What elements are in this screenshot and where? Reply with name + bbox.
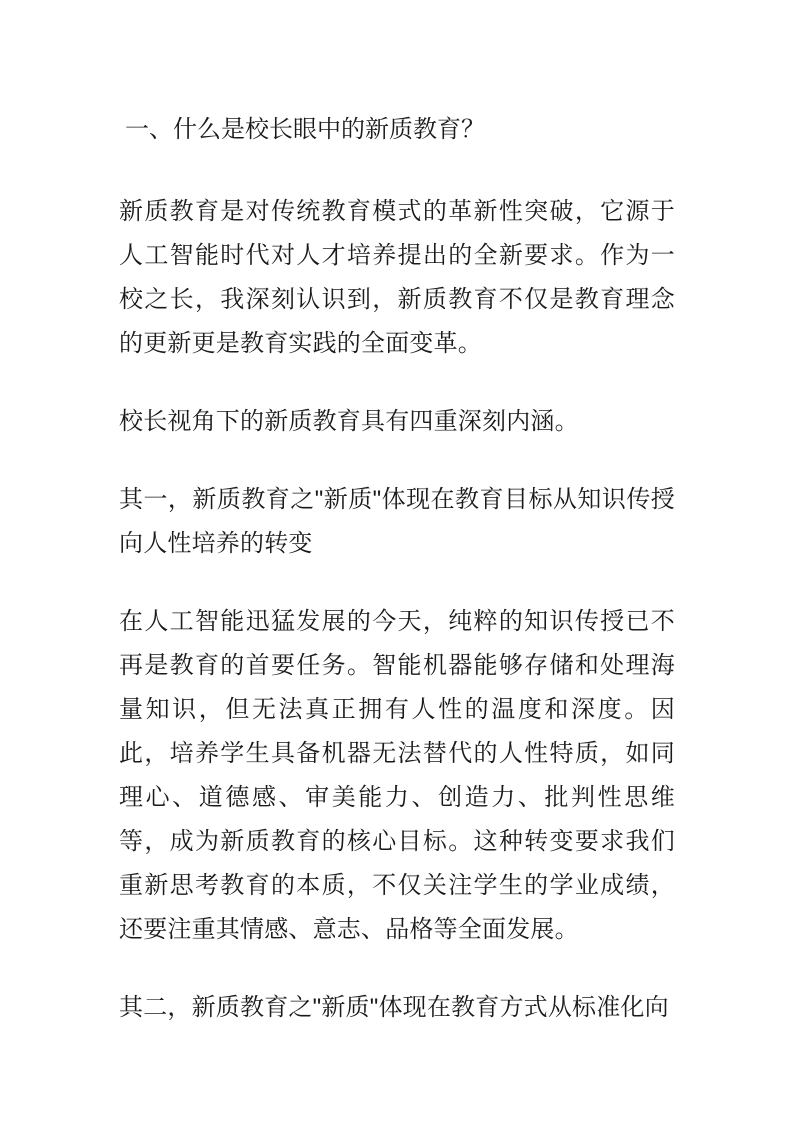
paragraph-intro: 新质教育是对传统教育模式的革新性突破，它源于人工智能时代对人才培养提出的全新要求。作为一校之长，我深刻认识到，新质教育不仅是教育理念的更新更是教育实践的全面变革。 bbox=[119, 198, 675, 357]
paragraph-subheading-first: 其一，新质教育之"新质"体现在教育目标从知识传授向人性培养的转变 bbox=[119, 486, 675, 557]
paragraph-subheading-second: 其二，新质教育之"新质"体现在教育方式从标准化向 bbox=[119, 994, 669, 1021]
paragraph-four-connotations: 校长视角下的新质教育具有四重深刻内涵。 bbox=[119, 408, 579, 435]
section-heading: 一、什么是校长眼中的新质教育？ bbox=[125, 116, 485, 143]
paragraph-first-detail: 在人工智能迅猛发展的今天，纯粹的知识传授已不再是教育的首要任务。智能机器能够存储和处理海量知识，但无法真正拥有人性的温度和深度。因此，培养学生具备机器无法替代的人性特质，如同理心、道德感、审美能力、创造力、批判性思维等，成为新质教育的核心目标。这种转变要求我们重新思考教育的本质，不仅关注学生的学业成绩，还要注重其情感、意志、品格等全面发展。 bbox=[119, 608, 675, 943]
